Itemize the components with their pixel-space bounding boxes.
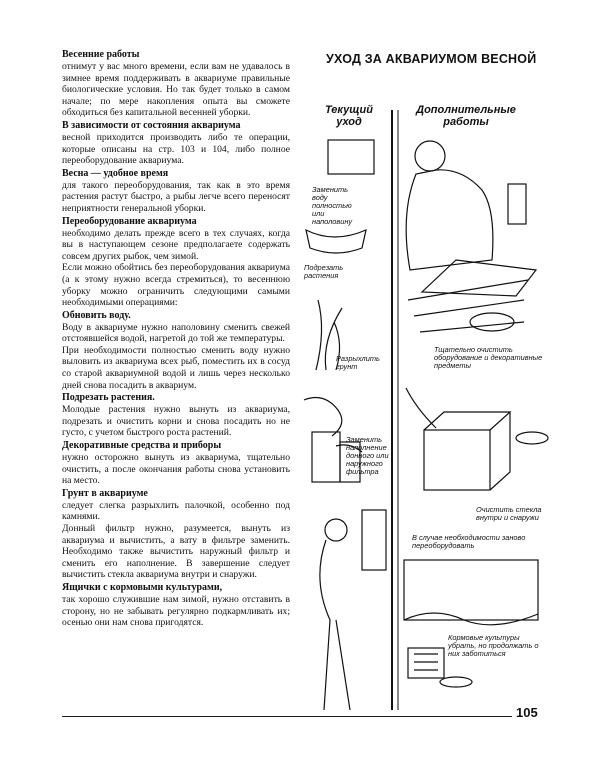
aquarium-icon	[424, 430, 490, 490]
water-jar-icon	[328, 140, 374, 174]
footer-rule	[62, 716, 512, 717]
text-column	[62, 48, 290, 629]
section-heading: Переоборудование аквариума	[62, 215, 197, 227]
column-header-current: Текущий уход	[325, 104, 373, 128]
man-icon	[415, 141, 445, 171]
caption-soil: Разрыхлить грунт	[336, 354, 380, 371]
paragraph: для такого переоборудования, так как в это время растения растут быстро, а рыбы легче всего переносят неприятности генеральной уборки.	[62, 179, 290, 214]
aquarium-large-icon	[404, 560, 538, 620]
caption-plants: Подрезать растения	[304, 263, 344, 280]
section-heading: Подрезать растения.	[62, 392, 155, 404]
paragraph: необходимо делать прежде всего в тех случаях, когда вы в наступающем сезоне предполагаете содержать совсем других рыбок, чем зимой.	[62, 227, 290, 262]
section-heading: В зависимости от состояния аквариума	[62, 119, 241, 131]
page-title: УХОД ЗА АКВАРИУМОМ ВЕСНОЙ	[326, 52, 537, 66]
paragraph: отнимут у вас много времени, если вам не удавалось в зимнее время поддерживать в аквариуме правильные биологические условия. Но так будет только в самом начале; по мере накопления опыта вы сможете обходиться без капитальной весенней уборки.	[62, 61, 290, 119]
page-number: 105	[516, 705, 538, 720]
section-heading: Грунт в аквариуме	[62, 487, 148, 499]
caption-cultures: Кормовые культуры убрать, но продолжать о них заботиться	[448, 633, 539, 658]
faucet-icon	[508, 184, 526, 224]
section-heading: Весенние работы	[62, 49, 140, 60]
paragraph: нужно осторожно вынуть из аквариума, тщательно очистить, а после окончания работы снова установить на место.	[62, 452, 290, 487]
caption-filter: Заменить наполнение донного или наружного фильтра	[346, 435, 389, 476]
basin-icon	[306, 230, 366, 253]
paragraph: весной приходится производить либо те операции, которые описаны на стр. 103 и 104, либо полное переоборудование аквариума.	[62, 131, 290, 167]
box-icon	[312, 432, 340, 482]
section-heading: Обновить воду.	[62, 309, 131, 321]
caption-reequip: В случае необходимости заново переоборудовать	[412, 533, 526, 550]
section-heading: Весна — удобное время	[62, 167, 169, 179]
paragraph: Воду в аквариуме нужно наполовину сменить свежей отстоявшейся водой, нагретой до той же температуры.	[62, 321, 290, 345]
paragraph: Молодые растения нужно вынуть из аквариума, подрезать и очистить корни и снова посадить но не густо, с учетом быстрого роста растений.	[62, 404, 290, 439]
caption-glass: Очистить стекла внутри и снаружи	[476, 505, 542, 522]
paragraph: Донный фильтр нужно, разумеется, вынуть из аквариума и вычистить, а вату в фильтре заменить. Необходимо также вычистить наружный фильтр и сменить его наполнение. В завершение следует вычистить стекла аквариума внутри и снаружи.	[62, 523, 290, 581]
boy-icon	[320, 540, 350, 710]
hand-icon	[304, 398, 342, 436]
section-heading: Ящички с кормовыми культурами,	[62, 581, 223, 593]
paragraph: При необходимости полностью сменить воду нужно выловить из аквариума всех рыб, поместить их в сосуд со старой аквариумной водой и лишь через несколько дней снова посадить в аквариум.	[62, 344, 290, 391]
caption-equipment: Тщательно очистить оборудование и декоративные предметы	[434, 345, 543, 370]
aquarium-care-illustration	[296, 70, 562, 710]
paragraph: так хорошо служившие нам зимой, нужно отставить в сторону, но не забывать регулярно подкармливать их; осенью они нам снова пригодятся.	[62, 593, 290, 629]
paragraph: следует слегка разрыхлить палочкой, особенно под камнями.	[62, 499, 290, 523]
culture-box-icon	[408, 648, 444, 678]
caption-water: Заменить воду полностью или наполовину	[312, 185, 353, 226]
paragraph: Если можно обойтись без переоборудования аквариума (а к этому нужно всегда стремиться), то весеннюю уборку можно ограничить следующими самыми необходимыми операциями:	[62, 262, 290, 309]
section-heading: Декоративные средства и приборы	[62, 440, 222, 452]
column-header-extra: Дополнительные работы	[416, 104, 516, 128]
table-icon	[422, 260, 536, 296]
